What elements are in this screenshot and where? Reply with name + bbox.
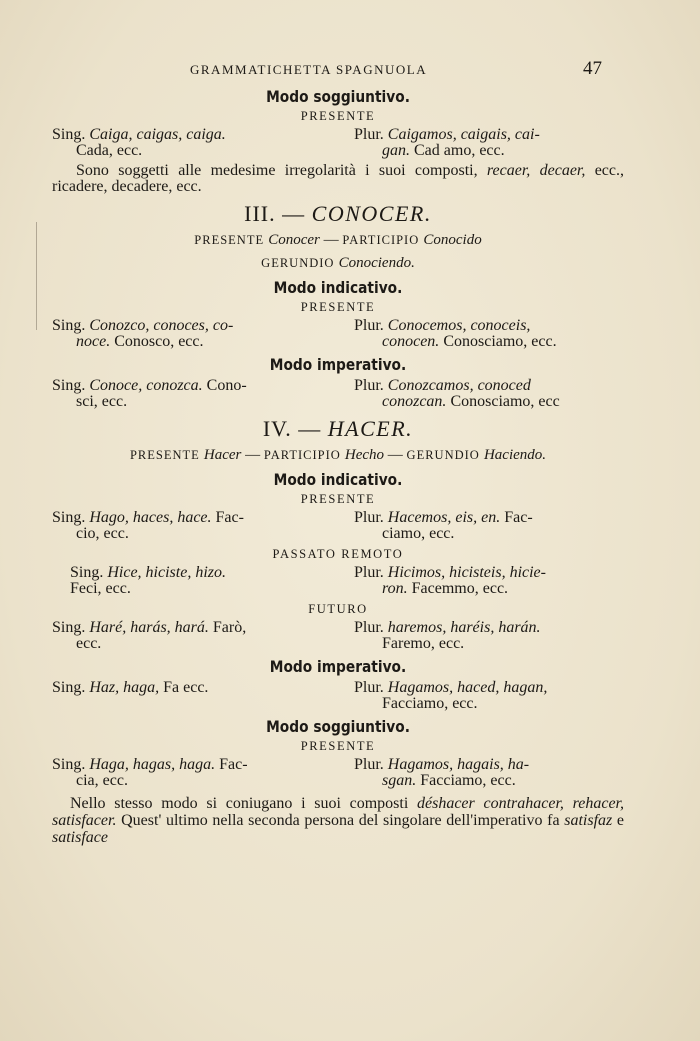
roman-numeral: III. —: [244, 201, 312, 226]
sing-forms: Conozco, conoces, co-: [89, 317, 234, 334]
plur-forms: Hagamos, hagais, ha-: [387, 756, 530, 773]
label-participio: PARTICIPIO: [342, 233, 424, 247]
conocer-imper-heading: Modo imperativo.: [269, 355, 407, 374]
plur-label: Plur.: [354, 679, 388, 696]
hacer-sogg-conj: [52, 757, 624, 789]
sing-label: Sing.: [52, 377, 90, 394]
hacer-pass-tense: PASSATO REMOTO: [272, 547, 404, 561]
plur-column: [354, 757, 624, 789]
sing-label: Sing.: [52, 756, 90, 773]
sing-label: Sing.: [52, 509, 90, 526]
hacer-pres-conj: [52, 510, 624, 542]
note-spanish: satisfaz: [564, 812, 613, 829]
plur-forms: Hicimos, hicisteis, hicie-: [387, 564, 546, 581]
plur-label: Plur.: [354, 619, 388, 636]
plur-label: Plur.: [354, 317, 388, 334]
plur-forms-cont: gan.: [382, 142, 410, 159]
plur-label: Plur.: [354, 756, 388, 773]
sing-translation: Feci, ecc.: [70, 580, 131, 597]
label-gerundio: GERUNDIO: [261, 256, 339, 270]
note-spanish: satisface: [52, 829, 108, 846]
hacer-fut-tense: FUTURO: [308, 602, 368, 616]
sing-translation-cont: cio, ecc.: [76, 525, 129, 542]
sing-translation: Fa ecc.: [159, 679, 209, 696]
plur-forms: Conozcamos, conoced: [387, 377, 531, 394]
plur-column: [354, 680, 624, 712]
sing-label: Sing.: [52, 317, 90, 334]
plur-column: [354, 510, 624, 542]
plur-forms-cont: sgan.: [382, 772, 417, 789]
plur-label: Plur.: [354, 564, 388, 581]
conocer-indic-heading: Modo indicativo.: [273, 278, 403, 297]
plur-column: [354, 378, 624, 410]
sing-translation: Conosco, ecc.: [110, 333, 204, 350]
sing-forms: Haz, haga,: [89, 679, 160, 696]
plur-translation: Facciamo, ecc.: [416, 772, 516, 789]
sing-column: [52, 510, 332, 542]
caer-note: [52, 163, 624, 195]
sing-forms: Conoce, conozca.: [89, 377, 203, 394]
sing-forms: Hice, hiciste, hizo.: [107, 564, 226, 581]
conocer-gerund: [52, 252, 624, 275]
caer-sogg-heading: Modo soggiuntivo.: [266, 87, 410, 106]
sing-label: Sing.: [52, 126, 90, 143]
hacer-principal-parts: [52, 444, 624, 467]
note-text: Sono soggetti alle medesime irregolarità i suoi composti,: [76, 162, 487, 179]
running-head-title: GRAMMATICHETTA SPAGNUOLA: [190, 62, 428, 77]
conocer-principal-parts: [52, 229, 624, 252]
hacer-imper-conj: [52, 680, 624, 712]
plur-forms-cont: ron.: [382, 580, 408, 597]
plur-forms: Hacemos, eis, en.: [387, 509, 501, 526]
plur-forms: Caigamos, caigais, cai-: [387, 126, 540, 143]
conocer-imper-conj: [52, 378, 624, 410]
note-spanish: recaer, decaer,: [486, 162, 586, 179]
plur-column: [354, 620, 624, 652]
sing-column: [52, 757, 332, 789]
verb-heading-conocer: [52, 199, 624, 229]
sing-translation: Cono-: [202, 377, 247, 394]
sing-column: [52, 565, 332, 597]
plur-label: Plur.: [354, 509, 388, 526]
note-text: ecc., ricadere, decadere, ecc.: [52, 162, 624, 195]
caer-sogg-conj: [52, 127, 624, 159]
label-presente: PRESENTE: [194, 233, 269, 247]
sing-forms: Haré, harás, hará.: [89, 619, 209, 636]
page-content: [52, 58, 624, 846]
roman-numeral: IV. —: [262, 416, 328, 441]
sing-column: [52, 378, 332, 410]
sing-forms: Haga, hagas, haga.: [89, 756, 216, 773]
sing-column: [52, 318, 332, 350]
sing-translation-cont: ecc.: [76, 635, 102, 652]
note-text: Quest' ultimo nella seconda persona del singolare dell'imperativo fa: [116, 812, 565, 829]
hacer-note: [52, 795, 624, 846]
margin-rule: [36, 222, 37, 330]
hacer-indic-heading: Modo indicativo.: [273, 470, 403, 489]
plur-forms-cont: conozcan.: [382, 393, 447, 410]
plur-translation: Conosciamo, ecc: [446, 393, 560, 410]
hacer-pass-conj: [52, 565, 624, 597]
infinitive: Conocer: [268, 232, 320, 248]
verb-heading-hacer: [52, 414, 624, 444]
sing-forms: Hago, haces, hace.: [89, 509, 212, 526]
caer-sogg-tense: PRESENTE: [300, 109, 376, 123]
note-text: e: [612, 812, 624, 829]
gerund: Haciendo.: [483, 447, 547, 463]
sing-translation-cont: cia, ecc.: [76, 772, 128, 789]
sing-translation: Cada, ecc.: [76, 142, 143, 159]
plur-translation: Fac-: [500, 509, 533, 526]
sing-label: Sing.: [70, 564, 108, 581]
hacer-pres-tense: PRESENTE: [300, 492, 376, 506]
plur-label: Plur.: [354, 377, 388, 394]
hacer-fut-conj: [52, 620, 624, 652]
conocer-indic-tense: PRESENTE: [300, 300, 376, 314]
sing-column: [52, 680, 332, 712]
plur-forms-cont: conocen.: [382, 333, 440, 350]
plur-column: [354, 565, 624, 597]
plur-forms: Hagamos, haced, hagan,: [387, 679, 548, 696]
hacer-imper-heading: Modo imperativo.: [269, 657, 407, 676]
sing-forms-cont: noce.: [76, 333, 111, 350]
dash: —: [384, 447, 407, 463]
conocer-indic-conj: [52, 318, 624, 350]
plur-forms: Conocemos, conoceis,: [387, 317, 531, 334]
sing-forms: Caiga, caigas, caiga.: [89, 126, 226, 143]
plur-translation: Faremo, ecc.: [382, 635, 465, 652]
label-presente: PRESENTE: [129, 448, 204, 462]
sing-label: Sing.: [52, 619, 90, 636]
sing-label: Sing.: [52, 679, 90, 696]
plur-translation-cont: ciamo, ecc.: [382, 525, 455, 542]
label-participio: PARTICIPIO: [263, 448, 345, 462]
infinitive: Hacer: [203, 447, 242, 463]
hacer-sogg-tense: PRESENTE: [300, 739, 376, 753]
page-number: 47: [583, 58, 602, 79]
plur-column: [354, 127, 624, 159]
sing-translation: Fac-: [215, 756, 248, 773]
sing-column: [52, 127, 332, 159]
sing-translation: Fac-: [211, 509, 244, 526]
sing-translation: Farò,: [208, 619, 247, 636]
plur-translation: Facciamo, ecc.: [382, 695, 478, 712]
participle: Hecho: [344, 447, 385, 463]
verb-name: HACER.: [327, 416, 414, 441]
plur-translation: Facemmo, ecc.: [407, 580, 509, 597]
plur-label: Plur.: [354, 126, 388, 143]
plur-column: [354, 318, 624, 350]
label-gerundio: GERUNDIO: [406, 448, 484, 462]
gerund: Conociendo.: [338, 255, 415, 271]
plur-translation: Conosciamo, ecc.: [439, 333, 557, 350]
note-spanish: déshacer contrahacer, rehacer, satisfacer.: [52, 795, 624, 829]
plur-translation: Cad amo, ecc.: [410, 142, 505, 159]
running-head: [52, 58, 624, 84]
hacer-sogg-heading: Modo soggiuntivo.: [266, 717, 410, 736]
note-text: Nello stesso modo si coniugano i suoi composti: [70, 795, 417, 812]
participle: Conocido: [423, 232, 482, 248]
sing-translation-cont: sci, ecc.: [76, 393, 128, 410]
plur-forms: haremos, haréis, harán.: [387, 619, 541, 636]
verb-name: CONOCER.: [311, 201, 432, 226]
dash: —: [319, 232, 343, 248]
sing-column: [52, 620, 332, 652]
dash: —: [241, 447, 264, 463]
